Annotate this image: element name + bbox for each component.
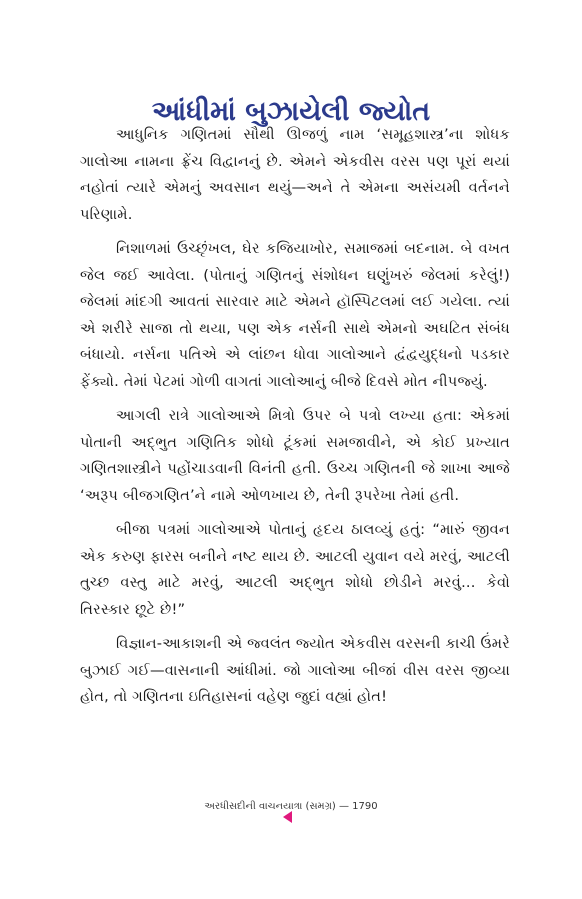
- paragraph-1: આધુનિક ગણિતમાં સૌથી ઊજળું નામ ‘સમૂહશાસ્ત્ર’ના શોધક ગાલોઆ નામના ફ્રેંચ વિદ્વાનનું છે. એમને એકવીસ વરસ પણ પૂરાં થયાં નહોતાં ત્યારે એમનું અવસાન થયું—અને તે એમના અસંયમી વર્તનને પરિણામે.: [80, 126, 510, 223]
- page-title: આંધીમાં બુઝાયેલી જ્યોત: [151, 96, 431, 128]
- paragraph-5: વિજ્ઞાન-આકાશની એ જ્વલંત જ્યોત એકવીસ વરસની કાચી ઉંમરે બુઝાઈ ગઈ—વાસનાની આંધીમાં. જો ગાલોઆ બીજાં વીસ વરસ જીવ્યા હોત, તો ગણિતના ઇતિહાસનાં વહેણ જુદાં વહ્યાં હોત!: [80, 635, 510, 705]
- paragraph-4: બીજા પત્રમાં ગાલોઆએ પોતાનું હૃદય ઠાલવ્યું હતું: “મારું જીવન એક કરુણ ફારસ બનીને નષ્ટ થાય છે. આટલી યુવાન વયે મરવું, આટલી તુચ્છ વસ્તુ માટે મરવું, આટલી અદ્ભુત શોધો છોડીને મરવું... કેવો તિરસ્કાર છૂટે છે!”: [80, 521, 510, 618]
- paragraph-3: આગલી રાત્રે ગાલોઆએ મિત્રો ઉપર બે પત્રો લખ્યા હતા: એકમાં પોતાની અદ્ભુત ગણિતિક શોધો ટૂંકમાં સમજાવીને, એ કોઈ પ્રખ્યાત ગણિતશાસ્ત્રીને પહોંચાડવાની વિનંતી હતી. ઉચ્ચ ગણિતની જે શાખા આજે ‘અરૂપ બીજગણિત’ને નામે ઓળખાય છે, તેની રૂપરેખા તેમાં હતી.: [80, 407, 510, 504]
- paragraph-2: નિશાળમાં ઉચ્છૃંખલ, ઘેર કજિયાખોર, સમાજમાં બદનામ. બે વખત જેલ જઈ આવેલા. (પોતાનું ગણિતનું સંશોધન ઘણુંખરું જેલમાં કરેલું!) જેલમાં માંદગી આવતાં સારવાર માટે એમને હૉસ્પિટલમાં લઈ ગયેલા. ત્યાં એ શરીરે સાજા તો થયા, પણ એક નર્સની સાથે એમનો અઘટિત સંબંધ બંધાયો. નર્સના પતિએ એ લાંછન ધોવા ગાલોઆને દ્વંદ્વયુદ્ધનો પડકાર ફેંક્યો. તેમાં પેટમાં ગોળી વાગતાં ગાલોઆનું બીજે દિવસે મોત નીપજ્યું.: [80, 240, 510, 390]
- previous-page-arrow-icon[interactable]: [283, 811, 292, 823]
- article-body: [80, 122, 510, 719]
- page-footer: અરધીસદીની વાચનયાત્રા (સમગ્ર) — 1790: [204, 801, 378, 812]
